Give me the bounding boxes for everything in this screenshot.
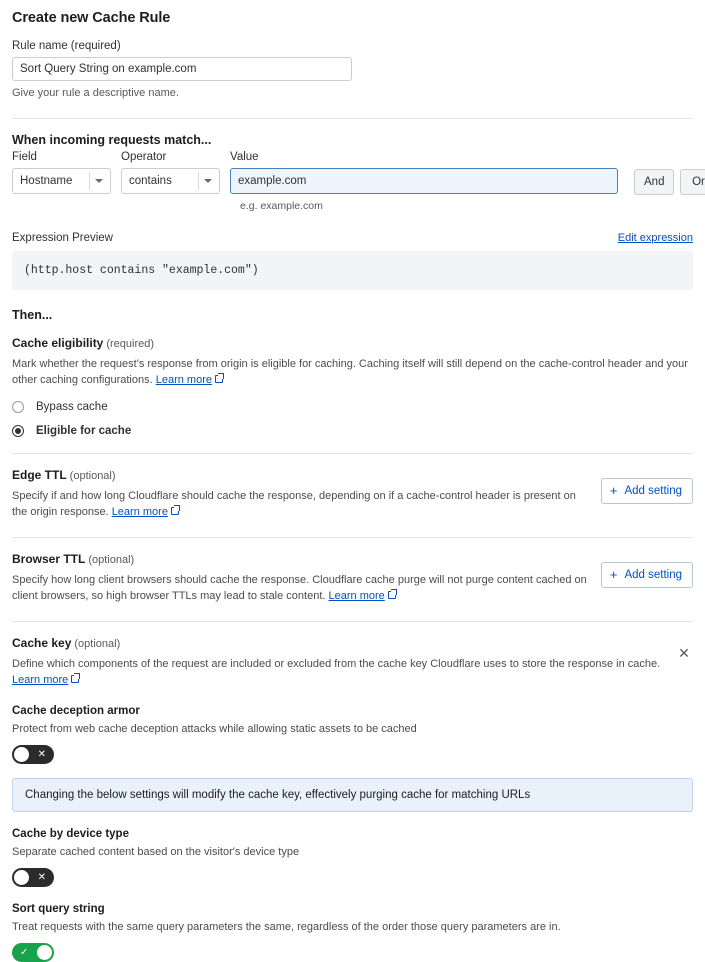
toggle-knob (14, 870, 29, 885)
cache-rule-form (0, 10, 705, 962)
cache-eligibility-description-text: Mark whether the request's response from origin is eligible for caching. Caching itself will still depend on the cache-control header and your other caching configurations. (12, 357, 688, 387)
browser-ttl-learn-more-link[interactable]: Learn more (328, 590, 385, 603)
divider (12, 453, 693, 454)
field-column (12, 151, 111, 194)
toggle-knob (37, 945, 52, 960)
operator-select[interactable] (121, 168, 220, 194)
toggle-on-icon: ✓ (20, 946, 29, 958)
radio-bypass-cache-icon[interactable] (12, 401, 24, 413)
cache-by-device-type-toggle[interactable] (12, 868, 54, 887)
and-button[interactable]: And (634, 169, 674, 195)
cache-eligibility-description (12, 356, 692, 389)
toggle-off-icon: ✕ (37, 871, 46, 883)
rule-name-input[interactable] (12, 57, 352, 81)
cache-key-optional: (optional) (74, 637, 121, 650)
browser-ttl-add-setting-button[interactable] (601, 562, 693, 588)
expression-header (12, 232, 693, 244)
cache-eligibility-learn-more-link[interactable]: Learn more (155, 374, 212, 387)
cache-by-device-type-title: Cache by device type (12, 827, 129, 840)
radio-row-bypass-cache[interactable] (12, 401, 693, 413)
chevron-down-icon (204, 179, 212, 183)
operator-label: Operator (121, 150, 167, 163)
value-input[interactable] (230, 168, 618, 194)
cache-key-block (12, 636, 693, 962)
cache-deception-armor-toggle[interactable] (12, 745, 54, 764)
or-button[interactable]: Or (680, 169, 705, 195)
radio-bypass-cache-label: Bypass cache (36, 400, 108, 413)
match-section-heading: When incoming requests match... (12, 132, 212, 147)
external-link-icon (171, 507, 179, 515)
browser-ttl-description-text: Specify how long client browsers should cache the response. Cloudflare cache purge will not purge content cached on client browsers, so high browser TTLs may lead to stale content. (12, 573, 587, 603)
browser-ttl-optional: (optional) (88, 553, 135, 566)
browser-ttl-heading (12, 552, 693, 566)
match-row (12, 150, 705, 195)
cache-key-learn-more-link[interactable]: Learn more (12, 674, 69, 687)
edge-ttl-description-text: Specify if and how long Cloudflare should cache the response, depending on if a cache-control header is present on the origin response. (12, 489, 576, 519)
toggle-off-icon: ✕ (37, 748, 46, 760)
plus-icon: + (609, 483, 618, 499)
plus-icon: + (609, 567, 618, 583)
divider (12, 621, 693, 622)
select-divider (198, 172, 199, 190)
operator-column (121, 151, 220, 194)
edge-ttl-block (12, 468, 693, 521)
browser-ttl-description (12, 572, 592, 605)
external-link-icon (71, 675, 79, 683)
edit-expression-link[interactable]: Edit expression (617, 231, 693, 244)
edge-ttl-title: Edge TTL (12, 467, 67, 482)
browser-ttl-block (12, 552, 693, 605)
cache-eligibility-heading (12, 336, 693, 350)
value-label: Value (230, 150, 259, 163)
expression-preview-box: (http.host contains "example.com") (12, 251, 693, 290)
browser-ttl-title: Browser TTL (12, 551, 86, 566)
close-icon[interactable]: ✕ (678, 644, 690, 661)
rule-name-helper: Give your rule a descriptive name. (12, 87, 179, 99)
divider (12, 537, 693, 538)
value-example-text: e.g. example.com (240, 199, 323, 212)
sort-query-string-toggle[interactable] (12, 943, 54, 962)
browser-ttl-add-setting-label: Add setting (624, 568, 682, 581)
radio-eligible-for-cache-label: Eligible for cache (36, 424, 132, 437)
cache-eligibility-title: Cache eligibility (12, 335, 104, 350)
external-link-icon (215, 375, 223, 383)
cache-by-device-type-description: Separate cached content based on the visitor's device type (12, 845, 300, 858)
radio-row-eligible-for-cache[interactable] (12, 425, 693, 437)
cache-key-info-banner: Changing the below settings will modify the cache key, effectively purging cache for matching URLs (12, 778, 693, 812)
select-divider (89, 172, 90, 190)
chevron-down-icon (95, 179, 103, 183)
radio-eligible-for-cache-icon[interactable] (12, 425, 24, 437)
field-select[interactable] (12, 168, 111, 194)
cache-key-description-text: Define which components of the request are included or excluded from the cache key Cloudflare uses to store the response in cache. (12, 657, 661, 670)
then-heading: Then... (12, 307, 53, 322)
cache-eligibility-optional: (required) (106, 337, 155, 350)
edge-ttl-description (12, 488, 582, 521)
value-column (230, 151, 618, 194)
field-select-value: Hostname (20, 174, 73, 187)
cache-key-description (12, 656, 692, 689)
cache-deception-armor-title: Cache deception armor (12, 704, 140, 717)
logic-buttons (628, 169, 705, 195)
edge-ttl-heading (12, 468, 693, 482)
expression-preview-label: Expression Preview (12, 231, 113, 244)
operator-select-value: contains (129, 174, 172, 187)
sort-query-string-title: Sort query string (12, 902, 105, 915)
sort-query-string-description: Treat requests with the same query parameters the same, regardless of the order those query parameters are in. (12, 920, 561, 933)
cache-deception-armor-description: Protect from web cache deception attacks while allowing static assets to be cached (12, 722, 417, 735)
toggle-knob (14, 747, 29, 762)
cache-key-title: Cache key (12, 635, 72, 650)
external-link-icon (388, 591, 396, 599)
page-title: Create new Cache Rule (12, 10, 171, 26)
edge-ttl-learn-more-link[interactable]: Learn more (111, 506, 168, 519)
edge-ttl-add-setting-label: Add setting (624, 484, 682, 497)
divider (12, 118, 693, 119)
cache-key-heading (12, 636, 693, 650)
rule-name-label: Rule name (required) (12, 40, 121, 52)
edge-ttl-add-setting-button[interactable] (601, 478, 693, 504)
field-label: Field (12, 150, 37, 163)
edge-ttl-optional: (optional) (69, 469, 116, 482)
